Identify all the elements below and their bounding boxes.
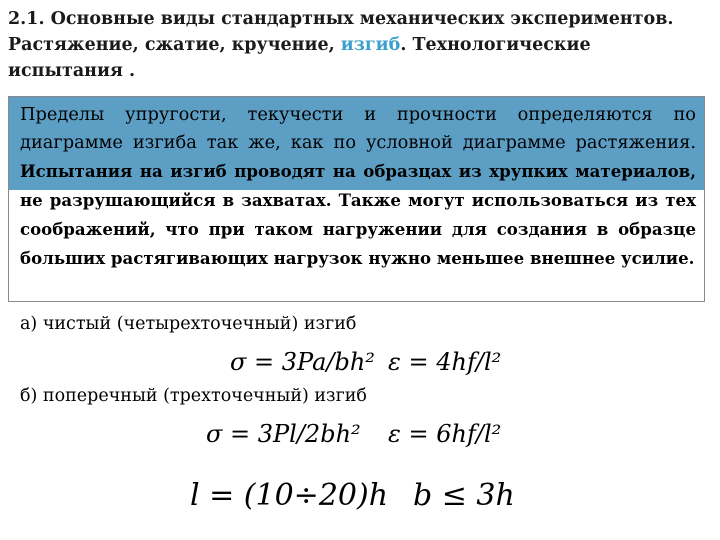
pure-bending-strain-formula: ε = 4hf/l² [388,348,502,376]
pure-bending-stress-formula: σ = 3Pa/bh² [230,348,375,376]
paragraph-sentence-2: Испытания на изгиб проводят на образцах из хрупких материалов, не разрушающийся в захватах. Также могут использоваться из тех соображений, что при таком нагружении для создания в образце больших растягивающих нагрузок нужно меньшее внешнее усилие. [20,161,696,268]
title-part1: 2.1. Основные виды стандартных механических экспериментов. Растяжение, сжатие, кручение, [8,9,674,55]
title-part2: . Технологические испытания . [8,35,591,81]
specimen-length-condition: l = (10÷20)h [190,478,389,513]
definition-paragraph [20,101,696,273]
paragraph-sentence-1: Пределы упругости, текучести и прочности определяются по диаграмме изгиба так же, как по условной диаграмме растяжения. [20,104,696,153]
pure-bending-label: а) чистый (четырехточечный) изгиб [20,314,357,334]
slide-title [8,6,708,84]
transverse-bending-stress-formula: σ = 3Pl/2bh² [206,420,361,448]
title-highlight: изгиб [340,35,401,55]
transverse-bending-strain-formula: ε = 6hf/l² [388,420,502,448]
transverse-bending-label: б) поперечный (трехточечный) изгиб [20,386,367,406]
specimen-width-condition: b ≤ 3h [413,478,515,513]
